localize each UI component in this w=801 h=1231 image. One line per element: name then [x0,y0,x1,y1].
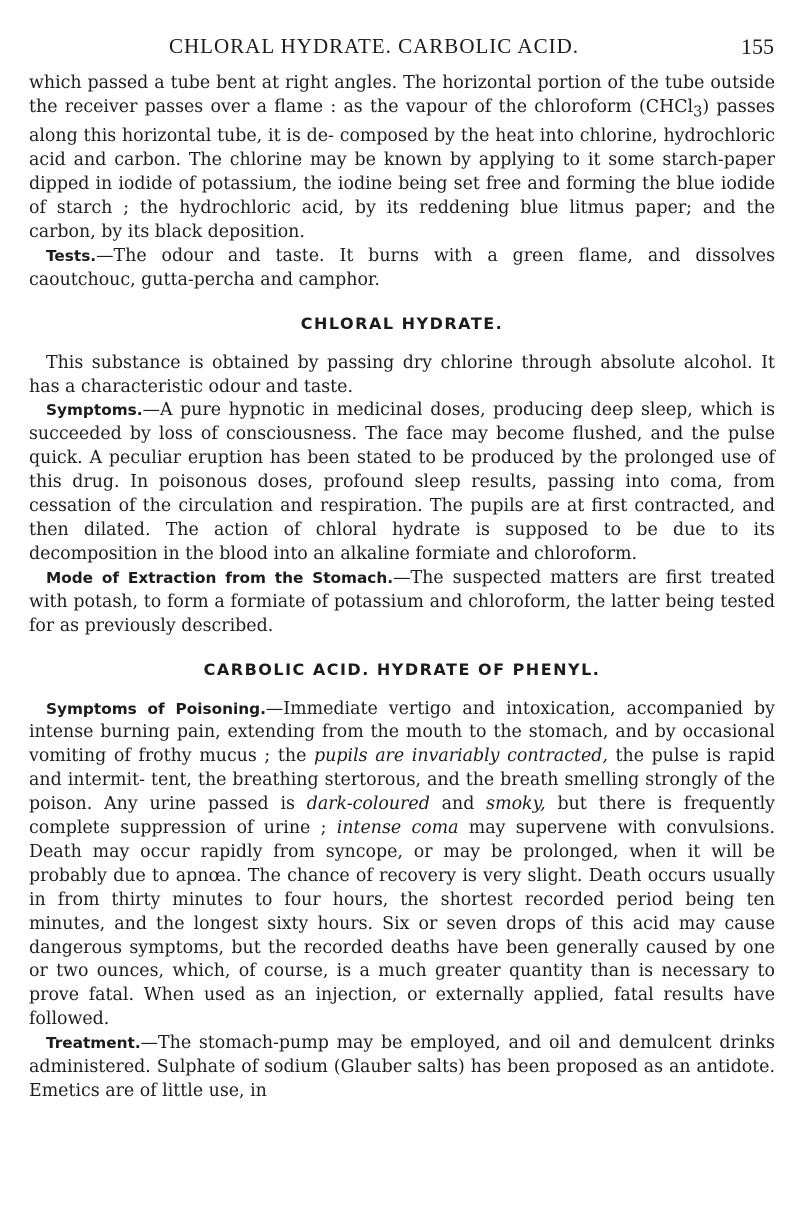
page-body [29,72,775,1104]
symptoms-text: —A pure hypnotic in medicinal doses, producing deep sleep, which is succeeded by loss of consciousness. The face may become flushed, and the pulse quick. A peculiar eruption has been stated to be produced by the prolonged use of this drug. In poisonous doses, profound sleep results, passing into coma, from cessation of the circulation and respiration. The pupils are at first contracted, and then dilated. The action of chloral hydrate is supposed to be due to its decomposition in the blood into an alkaline formiate and chloroform. [29,400,775,564]
poisoning-text-b: the pulse is rapid and intermit- tent, the breathing stertorous, and the breath smelling strongly of the poison. Any urine passed is [29,746,776,815]
page-number: 155 [741,34,774,59]
italic-intense-coma: intense coma [336,818,459,839]
paragraph-poisoning-symptoms [29,698,775,1033]
section-title-chloral-hydrate: CHLORAL HYDRATE. [300,313,504,333]
tests-heading: Tests. [46,246,97,265]
italic-dark-coloured: dark-coloured [306,794,430,815]
symptoms-heading: Symptoms. [46,401,143,420]
poisoning-text-d: but there is frequently complete suppression of urine ; [29,794,776,839]
italic-pupils: pupils are invariably contracted, [314,746,608,767]
poisoning-text-a: —Immediate vertigo and intoxication, accompanied by intense burning pain, extending from the mouth to the stomach, and by occasional vomiting of frothy mucus ; the [29,698,775,767]
extraction-heading: Mode of Extraction from the Stomach. [46,568,394,587]
section-title-carbolic-acid: CARBOLIC ACID. HYDRATE OF PHENYL. [203,659,601,679]
italic-smoky: smoky, [486,794,546,815]
paragraph-chloral-intro: This substance is obtained by passing dry chlorine through absolute alcohol. It has a characteristic odour and taste. [29,352,775,397]
treatment-heading: Treatment. [46,1034,141,1053]
paragraph-continuation [29,72,775,245]
paragraph-text-b: ) passes along this horizontal tube, it is de- composed by the heat into chlorine, hydrochloric acid and carbon. The chlorine may be known by applying to it some starch-paper dipped in iodide of potassium, the iodine being set free and forming the blue iodide of starch ; the hydrochloric acid, by its reddening blue litmus paper; and the carbon, by its black deposition. [29,96,775,242]
poisoning-heading: Symptoms of Poisoning. [46,699,266,718]
extraction-text: —The suspected matters are first treated with potash, to form a formiate of potassium and chloroform, the latter being tested for as previously described. [29,567,775,636]
poisoning-text-c: and [429,794,487,815]
paragraph-text-a: which passed a tube bent at right angles. The horizontal portion of the tube outside the receiver passes over a flame : as the vapour of the chloroform (CHCl [29,73,775,117]
subscript-three: 3 [693,104,703,121]
tests-text: —The odour and taste. It burns with a green flame, and dissolves caoutchouc, gutta-percha and camphor. [29,245,775,290]
paragraph-treatment [29,1032,775,1104]
paragraph-tests [29,245,775,293]
page-header [29,28,775,68]
paragraph-chloral-symptoms [29,399,775,566]
paragraph-extraction [29,567,775,639]
poisoning-text-e: may supervene with convulsions. Death may occur rapidly from syncope, or may be prolonged, when it will be probably due to apnœa. The chance of recovery is very slight. Death occurs usually in from thirty minutes to four hours, the shortest recorded period being ten minutes, and the longest sixty hours. Six or seven drops of this acid may cause dangerous symptoms, but the recorded deaths have been generally caused by one or two ounces, which, of course, is a much greater quantity than is necessary to prove fatal. When used as an injection, or externally applied, fatal results have followed. [29,818,775,1030]
treatment-text: —The stomach-pump may be employed, and oil and demulcent drinks administered. Sulphate of sodium (Glauber salts) has been proposed as an antidote. Emetics are of little use, in [29,1033,775,1101]
running-head: CHLORAL HYDRATE. CARBOLIC ACID. [169,34,579,58]
